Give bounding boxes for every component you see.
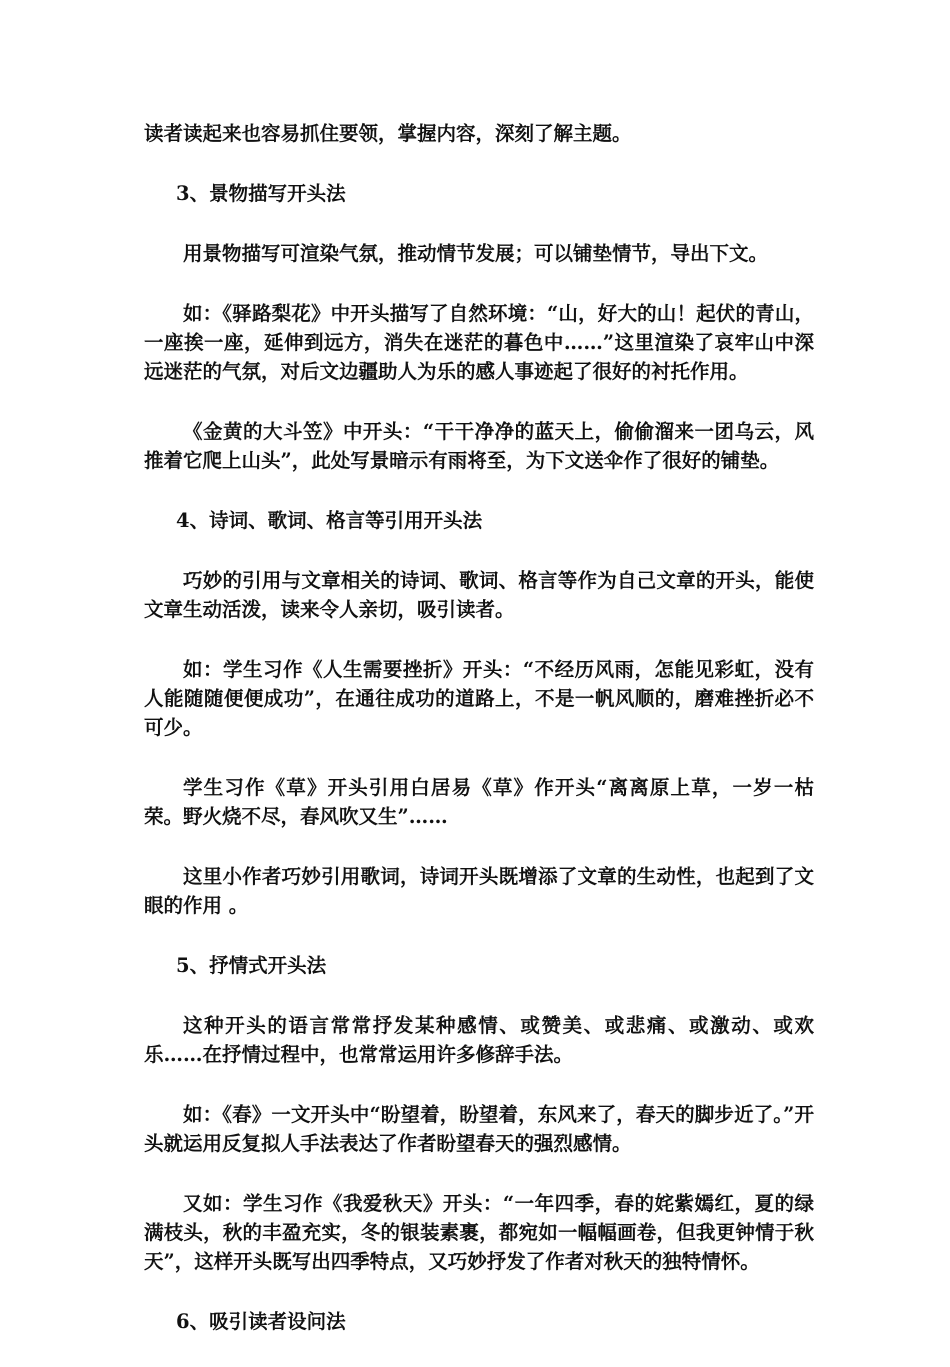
paragraph: 如：《春》一文开头中“盼望着，盼望着，东风来了，春天的脚步近了。”开头就运用反复拟人手法表达了作者盼望春天的强烈感情。 <box>144 1103 814 1155</box>
paragraph: 如：《驿路梨花》中开头描写了自然环境：“山，好大的山！起伏的青山，一座挨一座，延伸到远方，消失在迷茫的暮色中……”这里渲染了哀牢山中深远迷茫的气氛，对后文边疆助人为乐的感人事迹起了很好的衬托作用。 <box>144 302 814 383</box>
paragraph: 读者读起来也容易抓住要领，掌握内容，深刻了解主题。 <box>144 122 632 145</box>
paragraph: 又如：学生习作《我爱秋天》开头：“一年四季，春的姹紫嫣红，夏的绿满枝头，秋的丰盈充实，冬的银装素裹，都宛如一幅幅画卷，但我更钟情于秋天”，这样开头既写出四季特点，又巧妙抒发了作者对秋天的独特情怀。 <box>144 1192 814 1273</box>
document-page <box>144 119 814 1367</box>
section-heading: 4、诗词、歌词、格言等引用开头法 <box>176 509 483 532</box>
paragraph: 巧妙的引用与文章相关的诗词、歌词、格言等作为自己文章的开头，能使文章生动活泼，读来令人亲切，吸引读者。 <box>144 569 814 621</box>
paragraph: 这里小作者巧妙引用歌词，诗词开头既增添了文章的生动性，也起到了文眼的作用 。 <box>144 865 814 917</box>
paragraph: 学生习作《草》开头引用白居易《草》作开头“离离原上草，一岁一枯荣。野火烧不尽，春风吹又生”…… <box>144 776 814 828</box>
paragraph: 这种开头的语言常常抒发某种感情、或赞美、或悲痛、或激动、或欢乐……在抒情过程中，也常常运用许多修辞手法。 <box>144 1014 814 1066</box>
section-heading: 3、景物描写开头法 <box>176 182 346 205</box>
paragraph: 用景物描写可渲染气氛，推动情节发展；可以铺垫情节，导出下文。 <box>183 242 769 265</box>
section-heading: 6、吸引读者设问法 <box>176 1310 346 1333</box>
section-heading: 5、抒情式开头法 <box>176 954 327 977</box>
paragraph: 《金黄的大斗笠》中开头：“干干净净的蓝天上，偷偷溜来一团乌云，风推着它爬上山头”，此处写景暗示有雨将至，为下文送伞作了很好的铺垫。 <box>144 420 814 472</box>
paragraph: 如：学生习作《人生需要挫折》开头：“不经历风雨，怎能见彩虹，没有人能随随便便成功”，在通往成功的道路上，不是一帆风顺的，磨难挫折必不可少。 <box>144 658 814 739</box>
